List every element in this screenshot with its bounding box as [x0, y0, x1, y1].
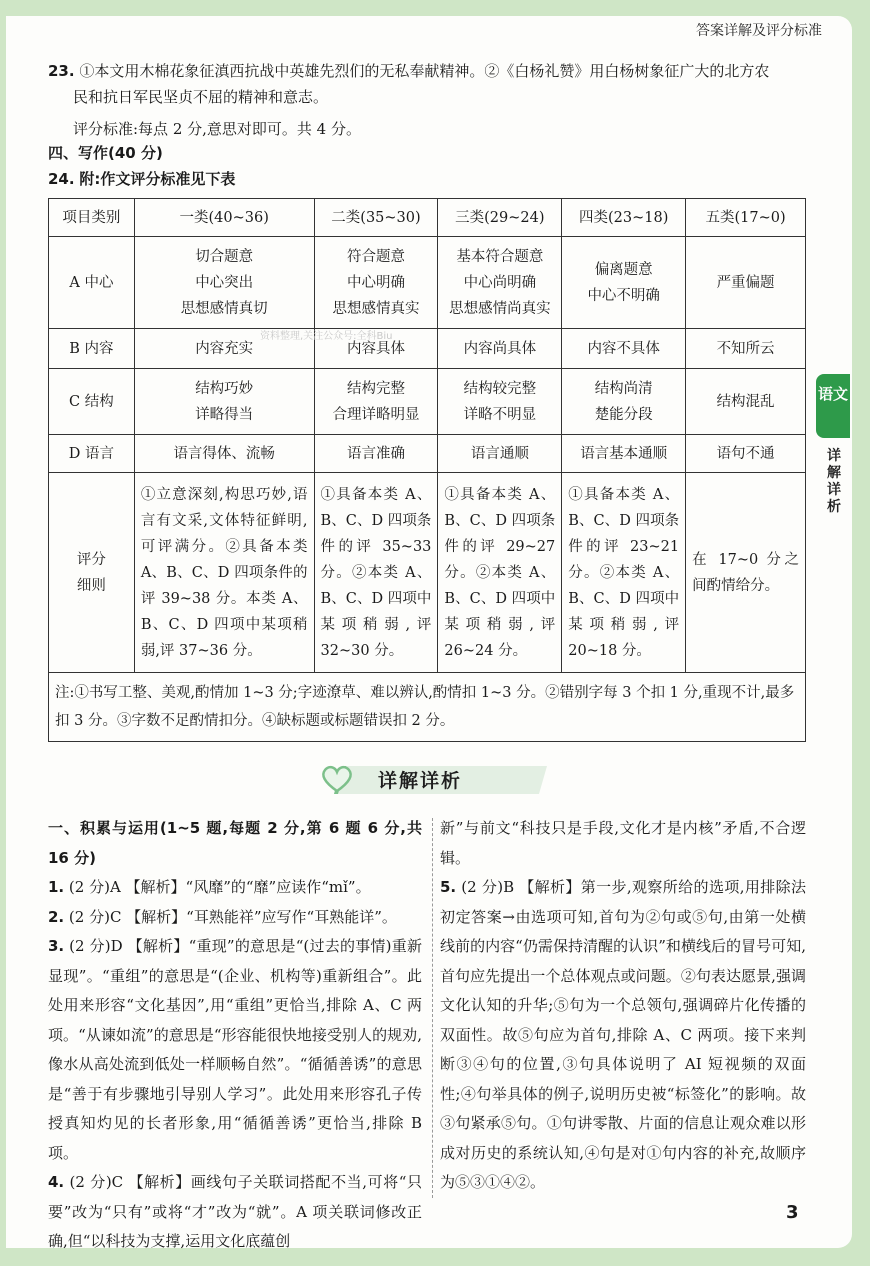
page-edge-strip [852, 16, 870, 1248]
table-cell: 内容不具体 [562, 329, 686, 369]
table-cell: ①具备本类 A、B、C、D 四项条件的评 35~33 分。②本类 A、B、C、D 四项中某项稍弱,评 32~30 分。 [314, 473, 438, 673]
table-cell: 结构混乱 [686, 369, 806, 435]
table-row-note [49, 673, 806, 742]
question-number: 23. [48, 62, 75, 80]
answer-line-1: ①本文用木棉花象征滇西抗战中英雄先烈们的无私奉献精神。②《白杨礼赞》用白杨树象征广大的北方农 [79, 62, 770, 80]
table-header-cell: 二类(35~30) [314, 199, 438, 237]
table-header-row [49, 199, 806, 237]
table-cell: 语言基本通顺 [562, 435, 686, 473]
watermark: 资料整理,关注公众号:全科Biu [260, 331, 393, 342]
table-cell: ①具备本类 A、B、C、D 四项条件的评 29~27 分。②本类 A、B、C、D 四项中某项稍弱,评 26~24 分。 [438, 473, 562, 673]
table-header-cell: 五类(17~0) [686, 199, 806, 237]
essay-scoring-table [48, 198, 806, 742]
row-label: C 结构 [49, 369, 135, 435]
answer-1: 1. (2 分)A 【解析】“风靡”的“靡”应读作“mǐ”。 [48, 878, 371, 896]
table-cell: 严重偏题 [686, 237, 806, 329]
table-cell: 结构尚清 楚能分段 [562, 369, 686, 435]
table-cell: 切合题意 中心突出 思想感情真切 [134, 237, 314, 329]
answer-2: 2. (2 分)C 【解析】“耳熟能祥”应写作“耳熟能详”。 [48, 907, 397, 926]
column-divider [432, 818, 433, 1198]
table-cell: 结构完整 合理详略明显 [314, 369, 438, 435]
side-label: 详 解 详 析 [827, 448, 841, 515]
table-row-structure [49, 369, 806, 435]
table-header-cell: 四类(23~18) [562, 199, 686, 237]
row-label: 评分 细则 [49, 473, 135, 673]
answer-4-continued: 新”与前文“科技只是手段,文化才是内核”矛盾,不合逻辑。 [440, 819, 806, 867]
table-cell: 在 17~0 分之间酌情给分。 [686, 473, 806, 673]
table-header-cell: 三类(29~24) [438, 199, 562, 237]
subject-tab[interactable] [816, 374, 850, 438]
page-number: 3 [786, 1202, 799, 1223]
row-label: B 内容 [49, 329, 135, 369]
table-header-cell: 一类(40~36) [134, 199, 314, 237]
table-cell: 内容具体 [314, 329, 438, 369]
table-cell: 语句不通 [686, 435, 806, 473]
table-row-content [49, 329, 806, 369]
question-24 [48, 166, 235, 192]
heart-icon [320, 764, 354, 794]
table-cell: 语言准确 [314, 435, 438, 473]
table-row-language [49, 435, 806, 473]
row-label: D 语言 [49, 435, 135, 473]
question-23 [48, 58, 808, 142]
question-24-text: 附:作文评分标准见下表 [79, 170, 236, 188]
running-header: 答案详解及评分标准 [696, 23, 822, 39]
banner-title: 详解详析 [378, 770, 463, 792]
table-cell: 结构巧妙 详略得当 [134, 369, 314, 435]
table-cell: 偏离题意 中心不明确 [562, 237, 686, 329]
answer-line-2: 民和抗日军民坚贞不屈的精神和意志。 [73, 88, 329, 106]
question-number: 24. [48, 170, 75, 188]
table-cell: 不知所云 [686, 329, 806, 369]
section-banner [320, 762, 545, 796]
right-column [440, 814, 806, 1198]
table-cell: 符合题意 中心明确 思想感情真实 [314, 237, 438, 329]
answer-4: 4. (2 分)C 【解析】画线句子关联词搭配不当,可将“只要”改为“只有”或将“才”改为“就”。A 项关联词修改正确,但“以科技为支撑,运用文化底蕴创 [48, 1173, 422, 1250]
table-cell: ①立意深刻,构思巧妙,语言有文采,文体特征鲜明,可评满分。②具备本类 A、B、C、D 四项条件的评 39~38 分。本类 A、B、C、D 四项中某项稍弱,评 37~36 分。 [134, 473, 314, 673]
table-header-cell: 项目类别 [49, 199, 135, 237]
section-4-title: 四、写作(40 分) [48, 144, 163, 162]
table-row-details [49, 473, 806, 673]
answer-3: 3. (2 分)D 【解析】“重现”的意思是“(过去的事情)重新显现”。“重组”的意思是“(企业、机构等)重新组合”。此处用来形容“文化基因”,用“重组”更恰当,排除 A、C 两项。“从谏如流”的意思是“形容能很快地接受别人的规劝,像水从高处流到低处一样顺畅自然”。“循循善诱”的意思是“善于有步骤地引导别人学习”。此处用来形容孔子传授真知灼见的长者形象,用“循循善诱”更恰当,排除 B 项。 [48, 937, 422, 1162]
scoring-criteria: 评分标准:每点 2 分,意思对即可。共 4 分。 [73, 120, 361, 138]
table-cell: 内容充实 [134, 329, 314, 369]
table-cell: 内容尚具体 [438, 329, 562, 369]
answer-5: 5. (2 分)B 【解析】第一步,观察所给的选项,用排除法初定答案→由选项可知,首句为②句或⑤句,由第一处横线前的内容“仍需保持清醒的认识”和横线后的冒号可知,首句应先提出一个总体观点或问题。②句表达愿景,强调文化认知的升华;⑤句为一个总领句,强调碎片化传播的双面性。故⑤句应为首句,排除 A、C 两项。接下来判断③④句的位置,③句具体说明了 AI 短视频的双面性;④句举具体的例子,说明历史被“标签化”的影响。故③句紧承⑤句。①句讲零散、片面的信息让观众难以形成对历史的系统认知,④句是对①句内容的补充,故顺序为⑤③①④②。 [440, 878, 806, 1191]
table-cell: ①具备本类 A、B、C、D 四项条件的评 23~21 分。②本类 A、B、C、D 四项中某项稍弱,评 20~18 分。 [562, 473, 686, 673]
table-cell: 语言得体、流畅 [134, 435, 314, 473]
row-label: A 中心 [49, 237, 135, 329]
table-cell: 结构较完整 详略不明显 [438, 369, 562, 435]
table-note: 注:①书写工整、美观,酌情加 1~3 分;字迹潦草、难以辨认,酌情扣 1~3 分。②错别字每 3 个扣 1 分,重现不计,最多扣 3 分。③字数不足酌情扣分。④缺标题或标题错误扣 2 分。 [49, 673, 806, 742]
section-1-title: 一、积累与运用(1~5 题,每题 2 分,第 6 题 6 分,共 16 分) [48, 819, 422, 867]
table-row-center [49, 237, 806, 329]
left-column [48, 814, 422, 1257]
table-cell: 基本符合题意 中心尚明确 思想感情尚真实 [438, 237, 562, 329]
table-cell: 语言通顺 [438, 435, 562, 473]
subject-tab-text: 语文 [817, 385, 848, 403]
